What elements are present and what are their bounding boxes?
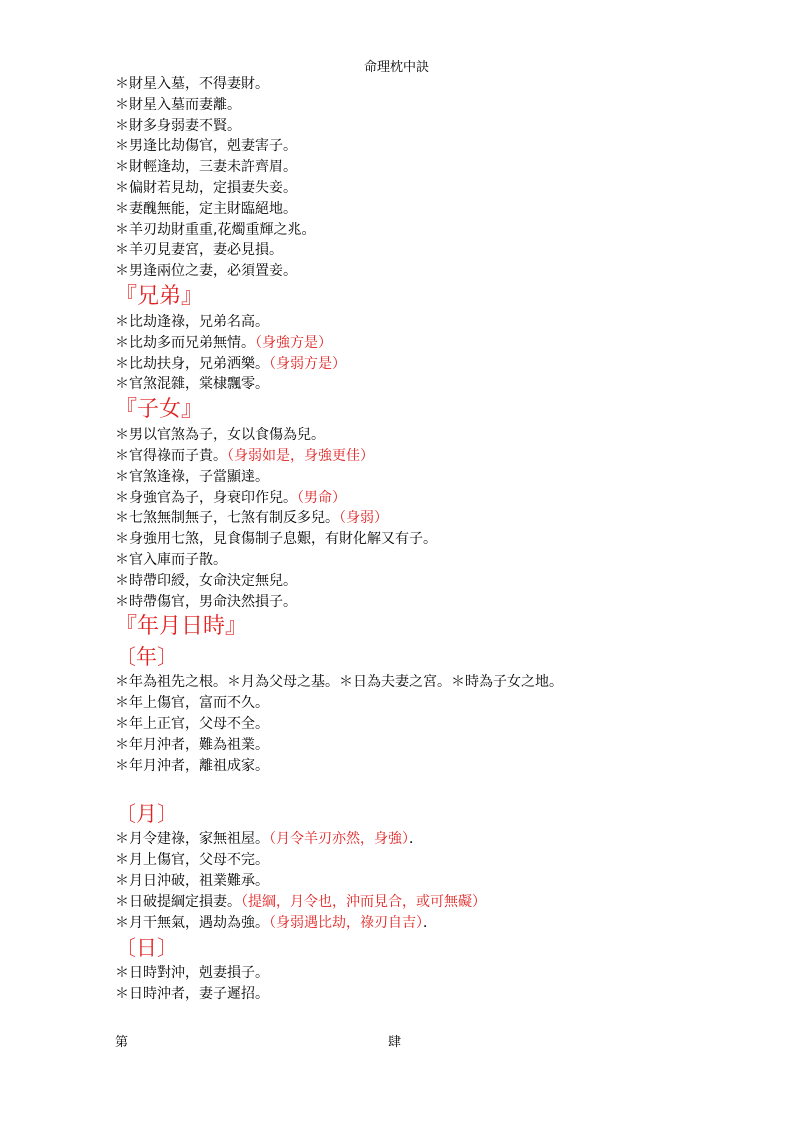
line-text: ＊羊刃劫財重重,花燭重輝之兆。 [115, 221, 316, 238]
line-note: （身弱如是，身強更佳） [227, 447, 374, 464]
line-text: ＊月干無氣，遇劫為強。 [115, 914, 269, 931]
document-body [115, 74, 735, 1005]
text-line [115, 571, 735, 592]
section-spacer [115, 776, 735, 799]
text-line [115, 529, 735, 550]
line-text: ＊男逢比劫傷官，剋妻害子。 [115, 138, 297, 155]
text-line [115, 178, 735, 199]
line-text: ＊財多身弱妻不賢。 [115, 117, 241, 134]
text-line [115, 984, 735, 1005]
text-line [115, 892, 735, 913]
line-text: ＊身強官為子，身衰印作兒。 [115, 489, 297, 506]
line-text: ＊比劫逢祿，兄弟名高。 [115, 313, 269, 330]
line-text: ＊七煞無制無子，七煞有制反多兒。 [115, 510, 339, 527]
line-text: ＊官煞混雜，棠棣飄零。 [115, 376, 269, 393]
line-text: ＊比劫扶身，兄弟洒樂。 [115, 355, 269, 372]
text-line [115, 261, 735, 282]
line-text: ＊日時對沖，剋妻損子。 [115, 965, 269, 982]
line-text: ＊日時沖者，妻子遲招。 [115, 986, 269, 1003]
line-text: ＊年上傷官，富而不久。 [115, 695, 269, 712]
line-text: ＊妻醜無能，定主財臨絕地。 [115, 200, 297, 217]
text-line [115, 871, 735, 892]
line-note: （身強方是） [255, 334, 332, 351]
text-line [115, 756, 735, 777]
line-note: （月令羊刃亦然，身強） [269, 831, 409, 848]
section-subheading: 〔年〕 [115, 645, 178, 670]
footer-right: 肆 [388, 1035, 402, 1050]
text-line [115, 354, 735, 375]
line-text: ＊身強用七煞，見食傷制子息艱，有財化解又有子。 [115, 531, 437, 548]
text-line [115, 312, 735, 333]
text-line [115, 74, 735, 95]
line-text: ＊時帶印綬，女命決定無兒。 [115, 572, 297, 589]
footer-left: 第 [115, 1035, 129, 1050]
text-line [115, 488, 735, 509]
line-text: ＊年上正官，父母不全。 [115, 715, 269, 732]
text-line [115, 850, 735, 871]
line-text: ＊財星入墓而妻離。 [115, 96, 241, 113]
line-text: ＊官入庫而子散。 [115, 551, 227, 568]
text-line [115, 592, 735, 613]
line-note: （身弱方是） [269, 355, 346, 372]
text-line [115, 550, 735, 571]
line-text: ＊男逢兩位之妻，必須置妾。 [115, 263, 297, 280]
line-text: ＊日破提綱定損妻。 [115, 893, 241, 910]
text-line [115, 95, 735, 116]
text-line [115, 157, 735, 178]
text-line [115, 829, 735, 850]
line-note: （身弱遇比劫，祿刃自吉） [269, 914, 423, 931]
text-line [115, 240, 735, 261]
text-line [115, 374, 735, 395]
line-text: ＊月日沖破，祖業難承。 [115, 872, 269, 889]
text-line [115, 693, 735, 714]
line-tail: ． [423, 914, 437, 931]
text-line [115, 672, 735, 693]
text-line [115, 333, 735, 354]
line-note: （提綱，月令也，沖而見合，或可無礙） [241, 893, 486, 910]
line-note: （身弱） [339, 510, 388, 527]
line-text: ＊官煞逢祿，子當顯達。 [115, 468, 269, 485]
line-text: ＊月上傷官，父母不完。 [115, 852, 269, 869]
line-note: （男命） [297, 489, 346, 506]
section-subheading: 〔月〕 [115, 802, 178, 827]
section-heading: 『兄弟』 [115, 283, 204, 309]
line-text: ＊財星入墓，不得妻財。 [115, 76, 269, 92]
text-line [115, 136, 735, 157]
line-text: ＊月令建祿，家無祖屋。 [115, 831, 269, 848]
section-subheading: 〔日〕 [115, 936, 178, 961]
line-text: ＊官得祿而子貴。 [115, 447, 227, 464]
section-heading: 『年月日時』 [115, 614, 248, 640]
text-line [115, 467, 735, 488]
text-line [115, 913, 735, 934]
text-line [115, 446, 735, 467]
section-heading: 『子女』 [115, 397, 204, 423]
text-line [115, 735, 735, 756]
line-text: ＊比劫多而兄弟無情。 [115, 334, 255, 351]
text-line [115, 116, 735, 137]
page-header: 命理枕中訣 [363, 60, 429, 75]
text-line [115, 963, 735, 984]
line-text: ＊年月沖者，離祖成家。 [115, 757, 269, 774]
line-text: ＊年為祖先之根。＊月為父母之基。＊日為夫妻之宮。＊時為子女之地。 [115, 674, 563, 691]
line-text: ＊羊刃見妻宮，妻必見損。 [115, 242, 283, 259]
text-line [115, 425, 735, 446]
line-text: ＊年月沖者，難為祖業。 [115, 736, 269, 753]
line-tail: ． [409, 831, 423, 848]
line-text: ＊偏財若見劫，定損妻失妾。 [115, 179, 297, 196]
line-text: ＊男以官煞為子，女以食傷為兒。 [115, 427, 325, 444]
text-line [115, 714, 735, 735]
text-line [115, 220, 735, 241]
line-text: ＊時帶傷官，男命決然損子。 [115, 593, 297, 610]
text-line [115, 199, 735, 220]
line-text: ＊財輕逢劫，三妻未許齊眉。 [115, 159, 297, 176]
text-line [115, 508, 735, 529]
